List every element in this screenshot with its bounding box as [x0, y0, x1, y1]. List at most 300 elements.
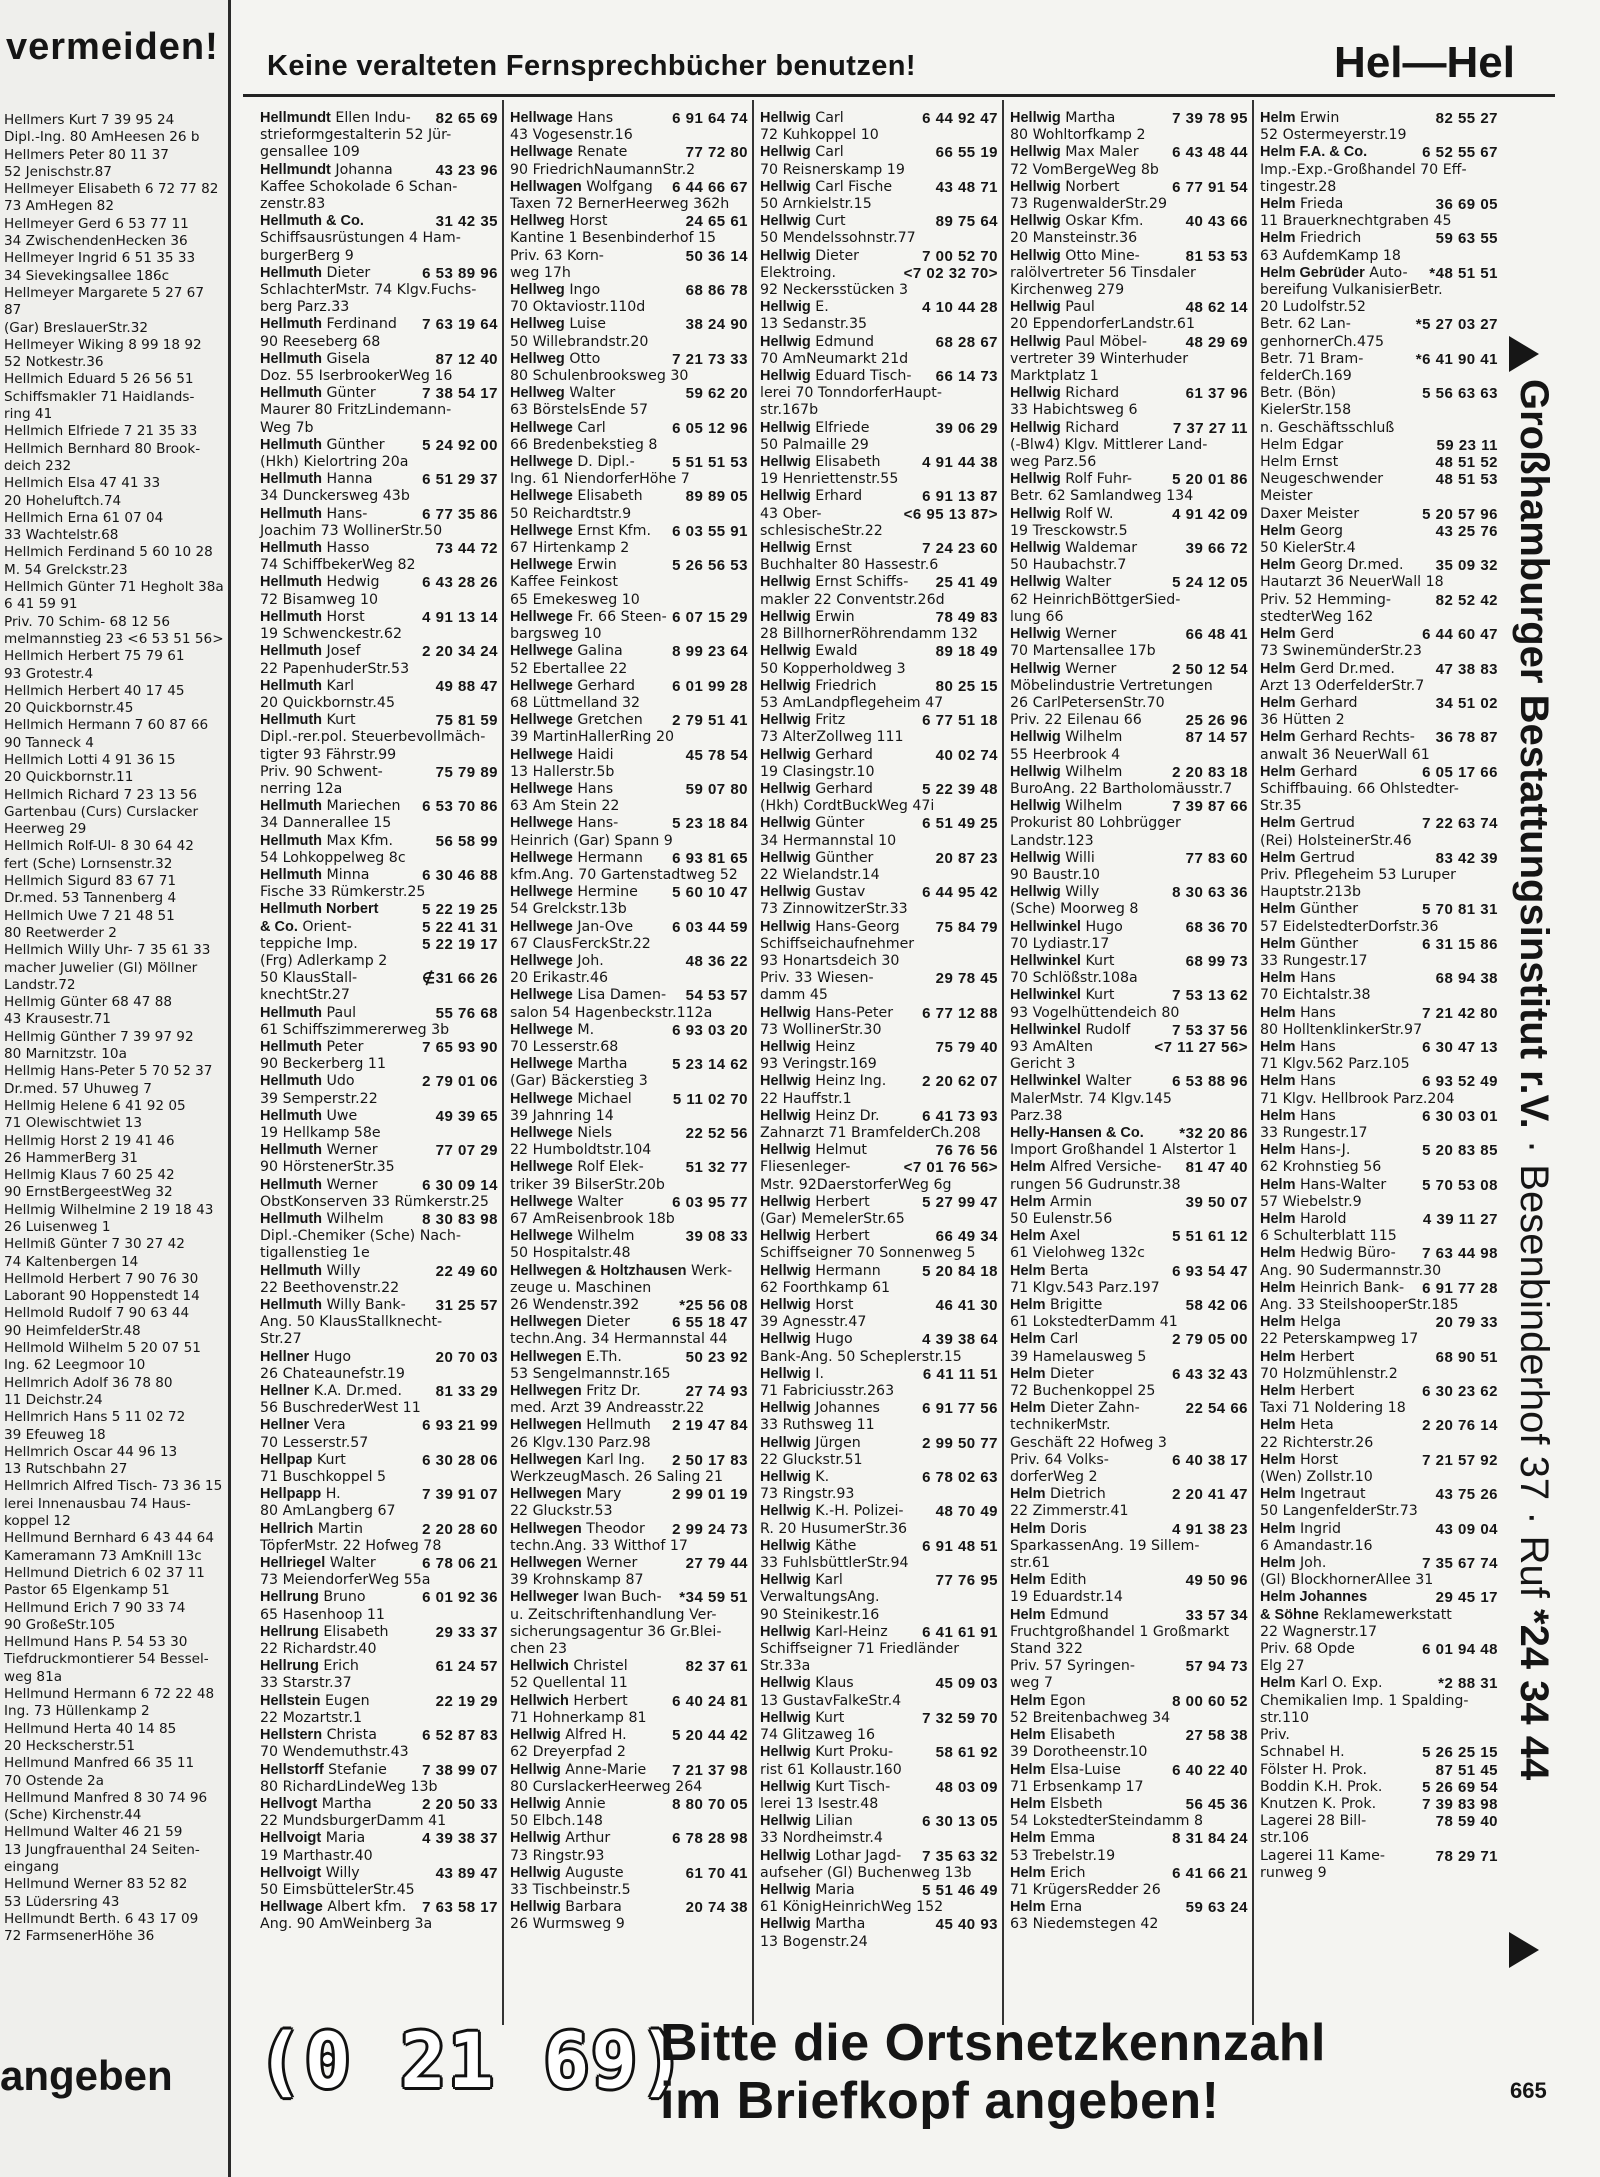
phone-number: 43 48 71 — [935, 178, 998, 196]
entry-details: 50 Palmaille 29 — [760, 436, 869, 453]
directory-entry-line — [1260, 1710, 1498, 1727]
subscriber-name: Hellwig — [760, 1142, 811, 1159]
directory-entry-line — [1260, 884, 1498, 901]
entry-details: Fritz Dr. — [586, 1383, 641, 1400]
directory-entry-line — [1260, 1452, 1498, 1469]
subscriber-name: Hellwig — [760, 1262, 811, 1279]
directory-entry-line — [260, 1280, 498, 1297]
entry-details: Rudolf — [1085, 1021, 1131, 1038]
left-strip-line: Hellmich Erna 61 07 04 — [4, 509, 164, 526]
directory-entry-line — [1260, 970, 1498, 987]
entry-details: lung 66 — [1010, 608, 1064, 625]
phone-number: 5 23 18 84 — [672, 815, 748, 833]
entry-details: Lagerei 28 Bill- — [1260, 1813, 1367, 1830]
entry-details: Marktplatz 1 — [1010, 368, 1099, 385]
entry-details: 28 BillhornerRöhrendamm 132 — [760, 626, 978, 643]
directory-entry-line — [510, 523, 748, 540]
entry-details: Erwin — [577, 557, 617, 574]
phone-number: 6 43 48 44 — [1172, 144, 1248, 162]
directory-entry-line — [760, 1297, 998, 1314]
entry-details: 39 Semperstr.22 — [260, 1090, 378, 1107]
directory-entry-line — [760, 1125, 998, 1142]
entry-details: 22 Hauffstr.1 — [760, 1090, 852, 1107]
subscriber-name: Hellwig — [510, 1899, 561, 1916]
entry-details: Lilian — [815, 1813, 853, 1830]
phone-number: 8 30 63 36 — [1172, 884, 1248, 902]
directory-entry-line — [1260, 1813, 1498, 1830]
phone-number: 5 24 92 00 — [422, 436, 498, 454]
phone-number: 75 84 79 — [935, 918, 998, 936]
entry-details: 80 HolltenklinkerStr.97 — [1260, 1021, 1423, 1038]
phone-number: 87 12 40 — [435, 350, 498, 368]
entry-details: Otto — [569, 350, 601, 367]
subscriber-name: Hellrung — [260, 1623, 319, 1640]
directory-entry-line — [760, 1177, 998, 1194]
entry-details: Günther — [326, 436, 385, 453]
left-strip-line: Hellmich Richard 7 23 13 56 — [4, 786, 198, 803]
entry-details: Elfriede — [815, 419, 870, 436]
entry-details: Ingrid — [1299, 1520, 1341, 1537]
directory-entry-line — [1010, 609, 1248, 626]
left-strip-line: Hellmich Ferdinand 5 60 10 28 — [4, 544, 213, 561]
entry-details: VerwaltungsAng. — [760, 1589, 880, 1606]
entry-details: Johannes — [815, 1400, 880, 1417]
directory-entry-line — [760, 127, 998, 144]
subscriber-name: Helm — [1260, 763, 1296, 780]
entry-details: 70 Wendemuthstr.43 — [260, 1744, 409, 1761]
phone-number: 20 79 33 — [1435, 1314, 1498, 1332]
entry-details: Edmund — [1049, 1606, 1109, 1623]
entry-details: Priv. 52 Hemming- — [1260, 591, 1392, 608]
entry-details: Gertrud — [1299, 815, 1355, 832]
subscriber-name: Hellwege — [510, 884, 573, 901]
directory-entry-line — [760, 1039, 998, 1056]
entry-details: Carl Fische — [815, 178, 893, 195]
entry-details: kfm.Ang. 70 Gartenstadtweg 52 — [510, 866, 738, 883]
directory-entry-line — [760, 626, 998, 643]
directory-entry-line — [510, 506, 748, 523]
entry-details: felderCh.169 — [1260, 368, 1352, 385]
subscriber-name: Hellwig — [510, 1795, 561, 1812]
entry-details: Dipl.-rer.pol. Steuerbevollmäch- — [260, 729, 486, 746]
subscriber-name: Hellwig — [760, 780, 811, 797]
directory-entry-line — [510, 1693, 748, 1710]
directory-entry-line — [510, 334, 748, 351]
entry-details: Werner — [586, 1555, 638, 1572]
phone-number: 59 23 11 — [1436, 436, 1498, 454]
phone-number: 77 72 80 — [685, 144, 748, 162]
directory-entry-line — [760, 1710, 998, 1727]
directory-entry-line — [510, 953, 748, 970]
entry-details: 92 Neckersstücken 3 — [760, 282, 909, 299]
entry-details: Hans — [577, 780, 614, 797]
phone-number: 6 01 99 28 — [672, 677, 748, 695]
left-strip-line: Hellmers Peter 80 11 37 — [4, 146, 169, 163]
directory-entry-line — [510, 1538, 748, 1555]
entry-details: 33 FuhlsbüttlerStr.94 — [760, 1555, 909, 1572]
entry-details: Priv. 64 Volks- — [1010, 1451, 1109, 1468]
entry-details: 22 Gluckstr.51 — [760, 1451, 863, 1468]
subscriber-name: Hellwege — [510, 746, 573, 763]
subscriber-name: Hellwig — [760, 1193, 811, 1210]
entry-details: Erwin — [815, 608, 855, 625]
directory-entry-line — [260, 1400, 498, 1417]
entry-details: 39 Agnesstr.47 — [760, 1314, 867, 1331]
directory-entry-line — [510, 110, 748, 127]
entry-details: Ernst Schiffs- — [815, 574, 909, 591]
phone-number: 50 36 14 — [685, 247, 748, 265]
directory-entry-line — [510, 1228, 748, 1245]
directory-entry-line — [1260, 162, 1498, 179]
subscriber-name: Hellwig — [1010, 299, 1061, 316]
phone-number: 7 35 67 74 — [1422, 1555, 1498, 1573]
directory-entry-line — [260, 265, 498, 282]
phone-number: 27 58 38 — [1185, 1727, 1248, 1745]
entry-details: 90 Beckerberg 11 — [260, 1056, 386, 1073]
subscriber-name: Helm Gebrüder — [1260, 264, 1365, 281]
entry-details: Rolf Elek- — [577, 1159, 644, 1176]
entry-details: Meister — [1260, 488, 1313, 505]
entry-details: Herbert — [815, 1193, 870, 1210]
directory-entry-line — [1010, 351, 1248, 368]
entry-details: 71 Klgv. Hellbrook Parz.204 — [1260, 1090, 1455, 1107]
subscriber-name: Hellrung — [260, 1589, 319, 1606]
entry-details: 80 AmLangberg 67 — [260, 1503, 396, 1520]
entry-details: 73 Ringstr.93 — [510, 1847, 605, 1864]
subscriber-name: Hellwig — [1010, 574, 1061, 591]
entry-details: salon 54 Hagenbeckstr.112a — [510, 1004, 713, 1021]
entry-details: 22 MundsburgerDamm 41 — [260, 1813, 447, 1830]
directory-entry-line — [1260, 1435, 1498, 1452]
entry-details: Johanna — [335, 161, 393, 178]
directory-entry-line — [510, 471, 748, 488]
phone-number: 6 41 11 51 — [922, 1365, 998, 1383]
directory-entry-line — [1010, 1693, 1248, 1710]
subscriber-name: Hellwegen — [510, 1555, 582, 1572]
left-strip-line: Hellmeyer Wiking 8 99 18 92 — [4, 336, 202, 353]
phone-number: 7 21 57 92 — [1422, 1451, 1498, 1469]
subscriber-name: Hellweg — [510, 213, 565, 230]
entry-details: 22 Wagnerstr.17 — [1260, 1623, 1377, 1640]
subscriber-name: Helm — [1260, 660, 1296, 677]
entry-details: 33 Starstr.37 — [260, 1675, 352, 1692]
phone-number: 43 25 76 — [1435, 522, 1498, 540]
subscriber-name: Hellwig — [760, 1675, 811, 1692]
directory-entry-line — [1010, 1263, 1248, 1280]
phone-number: 75 79 89 — [435, 763, 498, 781]
directory-entry-line — [1010, 523, 1248, 540]
entry-details: Gerhard — [1299, 763, 1358, 780]
subscriber-name: Hellmuth — [260, 1211, 323, 1227]
entry-details: D. Dipl.- — [577, 454, 635, 471]
entry-details: Kurt Tisch- — [815, 1778, 891, 1795]
directory-entry-line — [1260, 1159, 1498, 1176]
entry-details: 22 Richterstr.26 — [1260, 1434, 1374, 1451]
phone-number: <7 02 32 70> — [903, 264, 998, 282]
directory-entry-line — [510, 213, 748, 230]
left-strip-line: Hellmrich Alfred Tisch- 73 36 15 — [4, 1478, 223, 1495]
directory-entry-line — [1260, 1675, 1498, 1692]
phone-number: 35 09 32 — [1435, 557, 1498, 575]
subscriber-name: Hellwege — [510, 488, 573, 505]
subscriber-name: Hellwig — [760, 333, 811, 350]
directory-entry-line — [260, 1056, 498, 1073]
directory-entry-line — [1010, 678, 1248, 695]
subscriber-name: Helm — [1260, 1486, 1296, 1503]
subscriber-name: Hellwig — [1010, 419, 1061, 436]
entry-details: zeuge u. Maschinen — [510, 1279, 652, 1296]
directory-entry-line — [1260, 385, 1498, 402]
directory-entry-line — [1010, 127, 1248, 144]
phone-number: 77 83 60 — [1185, 849, 1248, 867]
entry-details: Alfred Versiche- — [1049, 1159, 1162, 1176]
directory-entry-line — [1010, 488, 1248, 505]
directory-entry-line — [760, 1727, 998, 1744]
directory-entry-line — [760, 351, 998, 368]
directory-entry-line — [1010, 454, 1248, 471]
directory-entry-line — [510, 248, 748, 265]
entry-details: 57 Wiebelstr.9 — [1260, 1193, 1362, 1210]
directory-entry-line — [1010, 781, 1248, 798]
entry-details: Horst — [326, 608, 365, 625]
entry-details: 72 VomBergeWeg 8b — [1010, 161, 1159, 178]
phone-number: 6 30 03 01 — [1422, 1107, 1498, 1125]
directory-entry-line — [260, 1555, 498, 1572]
entry-details: Renate — [577, 144, 628, 161]
directory-entry-line — [1260, 230, 1498, 247]
directory-entry-line — [760, 1314, 998, 1331]
directory-entry-line — [1010, 162, 1248, 179]
directory-entry-line — [260, 1486, 498, 1503]
entry-details: Günter — [326, 385, 376, 402]
entry-details: 62 Dreyerpfad 2 — [510, 1744, 626, 1761]
phone-number: 2 20 28 60 — [422, 1520, 498, 1538]
entry-details: Jürgen — [815, 1434, 861, 1451]
directory-entry-line — [510, 1159, 748, 1176]
directory-entry-line — [1010, 1658, 1248, 1675]
directory-entry-line — [760, 695, 998, 712]
entry-details: 19 Henriettenstr.55 — [760, 471, 899, 488]
directory-entry-line — [510, 1383, 748, 1400]
entry-details: 13 GustavFalkeStr.4 — [760, 1692, 902, 1709]
phone-number: 66 55 19 — [935, 144, 998, 162]
directory-entry-line — [260, 1091, 498, 1108]
directory-entry-line — [510, 815, 748, 832]
subscriber-name: Hellmuth — [260, 1262, 323, 1279]
directory-entry-line — [1010, 850, 1248, 867]
subscriber-name: Hellwig — [760, 1503, 811, 1520]
directory-entry-line — [510, 1452, 748, 1469]
entry-details: 63 Niedemstegen 42 — [1010, 1916, 1159, 1933]
entry-details: Edmund — [815, 333, 875, 350]
entry-details: (Hkh) Kielortring 20a — [260, 454, 409, 471]
subscriber-name: Hellpap — [260, 1451, 313, 1468]
phone-number: 6 77 12 88 — [922, 1004, 998, 1022]
phone-number: 5 22 41 31 — [422, 918, 498, 936]
directory-entry-line — [510, 1762, 748, 1779]
entry-details: damm 45 — [760, 987, 828, 1004]
entry-details: 34 Dannerallee 15 — [260, 815, 392, 832]
phone-number: *5 27 03 27 — [1415, 316, 1498, 334]
phone-number: 39 08 33 — [685, 1228, 748, 1246]
entry-details: Gustav — [815, 884, 866, 901]
subscriber-name: Hellwege — [510, 849, 573, 866]
directory-entry-line — [510, 901, 748, 918]
directory-entry-line — [1260, 144, 1498, 161]
subscriber-name: Hellweg — [510, 385, 565, 402]
entry-details: Hermann — [815, 1262, 881, 1279]
left-strip-line: Kameramann 73 AmKnill 13c — [4, 1547, 202, 1564]
phone-number: 7 38 99 07 — [422, 1761, 498, 1779]
subscriber-name: Hellriegel — [260, 1555, 326, 1572]
directory-entry-line — [510, 781, 748, 798]
phone-number: 6 05 12 96 — [672, 419, 748, 437]
directory-entry-line — [1010, 953, 1248, 970]
directory-entry-line — [1260, 747, 1498, 764]
directory-entry-line — [260, 334, 498, 351]
phone-number: 76 76 56 — [935, 1142, 998, 1160]
directory-entry-line — [1010, 334, 1248, 351]
directory-entry-line — [1010, 299, 1248, 316]
entry-details: makler 22 Conventstr.26d — [760, 591, 945, 608]
directory-entry-line — [510, 764, 748, 781]
entry-details: Herbert — [815, 1228, 870, 1245]
page-header — [243, 38, 1555, 97]
footer-message-line-2: im Briefkopf angeben! — [660, 2072, 1220, 2130]
column-divider — [1252, 100, 1254, 2025]
left-strip-line: Laborant 90 Hoppenstedt 14 — [4, 1288, 200, 1305]
entry-details: (Gar) MemelerStr.65 — [760, 1211, 905, 1227]
subscriber-name: Helm — [1010, 1400, 1046, 1417]
subscriber-name: Helm — [1010, 1297, 1046, 1314]
directory-entry-line — [510, 454, 748, 471]
phone-number: 51 32 77 — [685, 1159, 748, 1177]
directory-entry-line — [1010, 230, 1248, 247]
directory-entry-line — [760, 1658, 998, 1675]
subscriber-name: Hellweg — [510, 350, 565, 367]
subscriber-name: Hellwig — [1010, 660, 1061, 677]
entry-details: Friedrich — [815, 677, 877, 694]
left-strip-line: Hellmig Klaus 7 60 25 42 — [4, 1167, 175, 1184]
directory-entry-line — [1010, 1899, 1248, 1916]
entry-details: Hellmuth — [586, 1417, 651, 1434]
directory-entry-line — [260, 1589, 498, 1606]
subscriber-name: Hellwig — [760, 1778, 811, 1795]
entry-details: Waldemar — [1065, 540, 1138, 557]
left-strip-line: Gartenbau (Curs) Curslacker — [4, 803, 199, 820]
directory-entry-line — [1260, 1469, 1498, 1486]
directory-entry-line — [1010, 1727, 1248, 1744]
entry-details: 6 Schulterblatt 115 — [1260, 1228, 1397, 1245]
subscriber-name: Helm — [1260, 1211, 1296, 1227]
directory-entry-line — [510, 643, 748, 660]
phone-number: 2 50 12 54 — [1172, 660, 1248, 678]
phone-number: 7 00 52 70 — [922, 247, 998, 265]
subscriber-name: Hellwich — [510, 1692, 569, 1709]
phone-number: 78 59 40 — [1435, 1813, 1498, 1831]
phone-number: 2 20 50 33 — [422, 1795, 498, 1813]
directory-entry-line — [760, 162, 998, 179]
directory-entry-line — [260, 1538, 498, 1555]
subscriber-name: Hellwege — [510, 643, 573, 660]
phone-number: 6 01 94 48 — [1422, 1641, 1498, 1659]
phone-number: 29 33 37 — [435, 1623, 498, 1641]
directory-entry-line — [1010, 1142, 1248, 1159]
subscriber-name: Hellwege — [510, 1159, 573, 1176]
directory-entry-line — [1010, 1813, 1248, 1830]
entry-details: n. Geschäftsschluß — [1260, 419, 1395, 436]
directory-entry-line — [1010, 936, 1248, 953]
left-strip-line: (Gar) BreslauerStr.32 — [4, 319, 149, 336]
subscriber-name: Helm — [1010, 1365, 1046, 1382]
subscriber-name: Hellwig — [760, 213, 811, 230]
phone-number: 68 86 78 — [685, 282, 748, 300]
directory-entry-line — [1260, 833, 1498, 850]
directory-entry-line — [510, 1796, 748, 1813]
subscriber-name: Hellwig — [1010, 247, 1061, 264]
directory-entry-line — [1260, 316, 1498, 333]
left-strip-line: Hellmers Kurt 7 39 95 24 — [4, 112, 175, 128]
entry-details: Maria — [325, 1830, 366, 1847]
phone-number: 6 01 92 36 — [422, 1589, 498, 1607]
entry-details: Hans-Walter — [1299, 1176, 1387, 1193]
entry-details: 33 Rungestr.17 — [1260, 952, 1368, 969]
subscriber-name: Hellwig — [760, 1400, 811, 1417]
entry-details: 43 Vogesenstr.16 — [510, 127, 633, 144]
subscriber-name: Hellwig — [760, 849, 811, 866]
subscriber-name: Helm — [1260, 694, 1296, 711]
entry-details: Mstr. 92DaerstorferWeg 6g — [760, 1176, 952, 1193]
phone-number: 4 39 38 37 — [422, 1830, 498, 1848]
entry-details: 22 Mozartstr.1 — [260, 1709, 363, 1726]
entry-details: Carl — [815, 110, 844, 126]
phone-number: 6 43 32 43 — [1172, 1365, 1248, 1383]
directory-entry-line — [260, 747, 498, 764]
directory-entry-line — [260, 1796, 498, 1813]
entry-details: K.A. Dr.med. — [313, 1383, 403, 1400]
left-strip-line: Hellmold Herbert 7 90 76 30 — [4, 1270, 199, 1287]
directory-entry-line — [510, 1108, 748, 1125]
entry-details: Auto- — [1369, 264, 1408, 281]
entry-details: Import Großhandel 1 Alstertor 1 — [1010, 1142, 1237, 1159]
entry-details: Gerhard — [815, 780, 873, 797]
directory-entry-line — [260, 385, 498, 402]
phone-number: 2 79 05 00 — [1172, 1331, 1248, 1349]
entry-details: bargsweg 10 — [510, 626, 602, 643]
entry-details: tigallenstieg 1e — [260, 1245, 370, 1262]
entry-details: Werk- — [690, 1262, 733, 1279]
entry-details: Karl-Heinz — [815, 1623, 888, 1640]
entry-details: Herbert — [1299, 1348, 1355, 1365]
phone-number: *25 56 08 — [679, 1297, 748, 1315]
entry-details: Josef — [326, 643, 361, 660]
phone-number: *48 51 51 — [1429, 264, 1498, 282]
entry-details: Erich — [1049, 1864, 1086, 1881]
entry-details: 70 Martensallee 17b — [1010, 643, 1156, 660]
directory-entry-line — [510, 1177, 748, 1194]
directory-column-3 — [760, 110, 998, 1951]
directory-entry-line — [1010, 729, 1248, 746]
phone-number: 29 78 45 — [935, 970, 998, 988]
entry-details: rist 61 Kollaustr.160 — [760, 1761, 902, 1778]
subscriber-name: Helm — [1010, 1262, 1046, 1279]
directory-entry-line — [760, 1916, 998, 1933]
subscriber-name: Hellwig — [1010, 178, 1061, 195]
directory-entry-line — [1260, 1022, 1498, 1039]
directory-entry-line — [510, 1589, 748, 1606]
entry-details: 90 Steinikestr.16 — [760, 1606, 880, 1623]
phone-number: 7 63 58 17 — [422, 1899, 498, 1917]
